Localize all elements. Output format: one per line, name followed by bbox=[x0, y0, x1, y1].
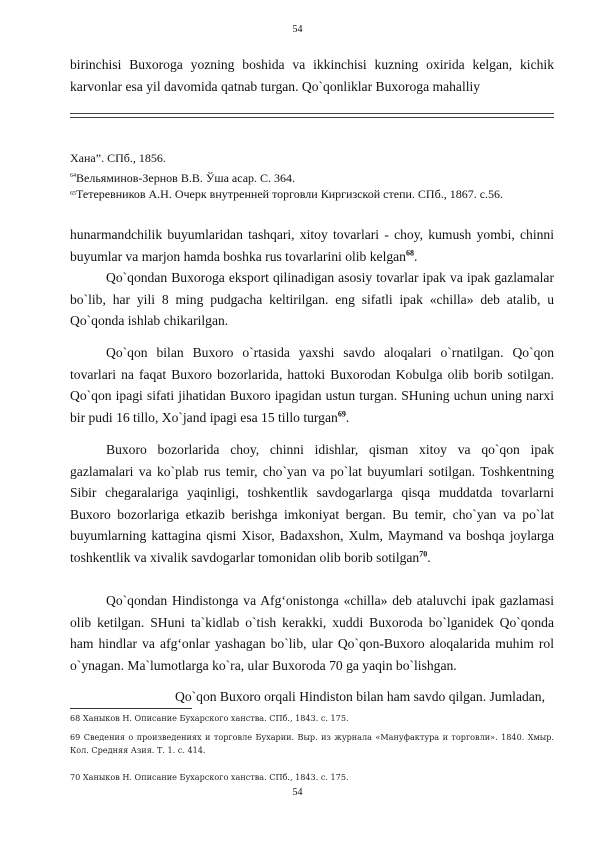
footnote-ref-69: 69 bbox=[337, 408, 346, 418]
intro-paragraph: birinchisi Buxoroga yozning boshida va ikkinchisi kuzning oxirida kelgan, kichik karvonlar esa yil davomida qatnab turgan. Qo`qonliklar Buxoroga mahalliy bbox=[70, 57, 554, 94]
footnote-69: 69 Сведения о произведениях и торговле Бухарии. Выр. из журнала «Мануфактура и торговли». 1840. Хмыр. Кол. Средняя Азия. Т. 1. с. 414. bbox=[70, 732, 554, 755]
body-paragraph-1: hunarmandchilik buyumlaridan tashqari, xitoy tovarlari - choy, kumush yombi, chinni buyumlar va marjon hamda boshka rus tovarlarini olib kelgan$^{68}$. bbox=[70, 227, 554, 264]
footnote-65 bbox=[70, 186, 554, 204]
body-paragraph-4-text: Buxoro bozorlarida choy, chinni idishlar, qisman xitoy va qo`qon ipak gazlamalari va ko`plab rus temir, cho`yan va po`lat buyumlari sotilgan. Toshkentning Sibir chegaralariga yaqinligi, toshkentlik savdogarlarga qisqa muddatda tovarlarni Buxoro bozorlariga etkazib berishga imkoniyat bergan. Bu temir, cho`yan va po`lat buyumlarning kattagina qismi Xisor, Badaxshon, Xulm, Maymand va boshqa joylarga toshkentlik va xivalik savdogarlar tomonidan olib borib sotilgan bbox=[70, 442, 554, 565]
footnote-continuation: Хана”. СПб., 1856. bbox=[70, 151, 166, 165]
footnote-divider-double-second bbox=[70, 117, 554, 118]
body-paragraph-5: Qo`qondan Hindistonga va Afg‘onistonga «chilla» deb ataluvchi ipak gazlamasi olib ketilgan. SHuni ta`kidlab o`tish kerakki, xuddi Buxoroda bo`lganidek Qo`qonda ham hindlar va afg‘onlar yashagan bo`lib, ular Qo`qon-Buxoro aloqalarida muhim rol o`ynagan. Ma`lumotlarga ko`ra, ular Buxoroda 70 ga yaqin bo`lishgan. bbox=[70, 593, 554, 673]
body-paragraph-3-text: Qo`qon bilan Buxoro o`rtasida yaxshi savdo aloqalari o`rnatilgan. Qo`qon tovarlari na faqat Buxoro bozorlarida, hattoki Buxorodan Kobulga olib borib sotilgan. Qo`qon ipagi sifati jihatidan Buxoro ipagidan ustun turgan. SHuning uchun uning narxi bir pudi 16 tillo, Xo`jand ipagi esa 15 tillo turgan bbox=[70, 345, 554, 425]
body-paragraph-2: Qo`qondan Buxoroga eksport qilinadigan asosiy tovarlar ipak va ipak gazlamalar bo`lib, har yili 8 ming pudgacha keltirilgan. eng sifatli ipak «chilla» deb atalib, u Qo`qonda ishlab chikarilgan. bbox=[70, 270, 554, 328]
page-number-top: 54 bbox=[292, 24, 303, 35]
body-paragraph-1-text: hunarmandchilik buyumlaridan tashqari, xitoy tovarlari - choy, kumush yombi, chinni buyumlar va marjon hamda boshka rus tovarlarini olib kelgan bbox=[70, 227, 554, 264]
footnote-65-mark: 65 bbox=[70, 191, 76, 197]
body-paragraph-3: Qo`qon bilan Buxoro o`rtasida yaxshi savdo aloqalari o`rnatilgan. Qo`qon tovarlari na faqat Buxoro bozorlarida, hattoki Buxorodan Kobulga olib borib sotilgan. Qo`qon ipagi sifati jihatidan Buxoro ipagidan ustun turgan. SHuning uchun uning narxi bir pudi 16 tillo, Xo`jand ipagi esa 15 tillo turgan$^{69}$. bbox=[70, 345, 554, 425]
footnote-64-mark: 64 bbox=[70, 173, 76, 179]
footnote-short-divider bbox=[70, 708, 192, 709]
body-paragraph-6: Qo`qon Buxoro orqali Hindiston bilan ham savdo qilgan. Jumladan, bbox=[175, 689, 546, 704]
footnote-64 bbox=[70, 168, 554, 186]
footnote-ref-68: 68 bbox=[405, 247, 414, 257]
body-paragraph-4: Buxoro bozorlarida choy, chinni idishlar, qisman xitoy va qo`qon ipak gazlamalari va ko`plab rus temir, cho`yan va po`lat buyumlari sotilgan. Toshkentning Sibir chegaralariga yaqinligi, toshkentlik savdogarlarga qisqa muddatda tovarlarni Buxoro bozorlariga etkazib berishga imkoniyat bergan. Bu temir, cho`yan va po`lat buyumlarning kattagina qismi Xisor, Badaxshon, Xulm, Maymand va boshqa joylarga toshkentlik va xivalik savdogarlar tomonidan olib borib sotilgan$^{70}$. bbox=[70, 442, 554, 565]
footnote-70: 70 Ханыков Н. Описание Бухарского ханства. СПб., 1843. с. 175. bbox=[70, 772, 349, 782]
footnote-65-text: Тетеревников А.Н. Очерк внутренней торговли Киргизской степи. СПб., 1867. с.56. bbox=[76, 187, 504, 201]
footnote-64-text: Вельяминов-Зернов В.В. Ўша асар. С. 364. bbox=[76, 171, 296, 185]
footnote-68: 68 Ханыков Н. Описание Бухарского ханства. СПб., 1843. с. 175. bbox=[70, 713, 349, 723]
page-number-bottom: 54 bbox=[292, 787, 303, 798]
footnote-ref-70: 70 bbox=[419, 548, 428, 558]
footnote-divider-double bbox=[70, 113, 554, 114]
